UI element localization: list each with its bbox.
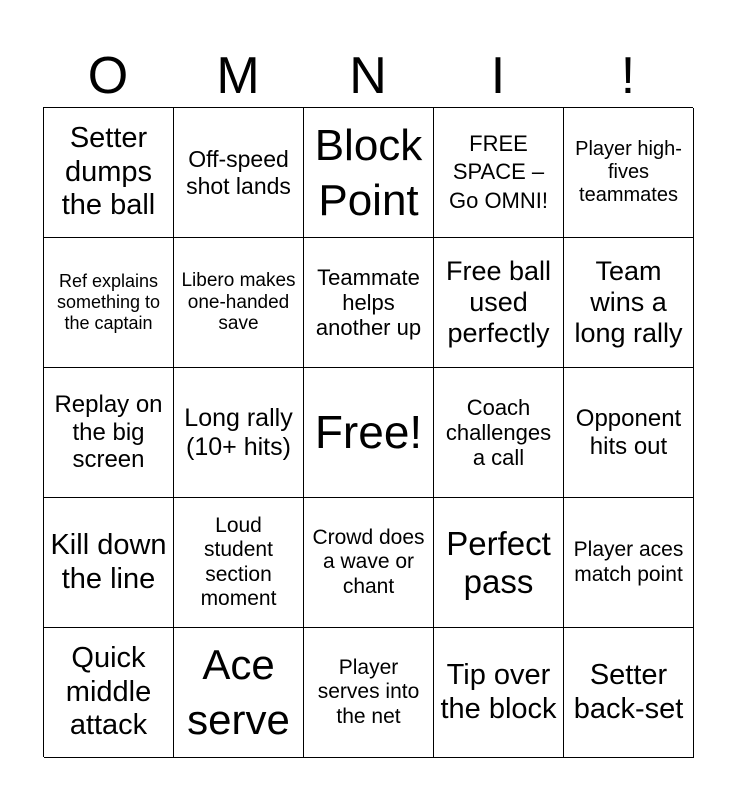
bingo-cell[interactable] [564,238,694,368]
header-letter-o: O [87,47,129,105]
bingo-cell[interactable] [44,628,174,758]
cell-label: Setter back-set [573,659,684,725]
bingo-cell[interactable] [174,238,304,368]
cell-label: Player serves into the net [317,656,420,728]
bingo-cell[interactable] [564,498,694,628]
cell-label: Kill down the line [50,529,167,595]
cell-label: Tip over the block [440,659,557,725]
bingo-cell[interactable] [174,628,304,758]
bingo-cell[interactable] [304,238,434,368]
cell-label: Loud student section moment [200,514,277,610]
cell-label: Setter dumps the ball [61,122,156,222]
cell-label: Block Point [314,120,423,225]
bingo-cell[interactable] [434,368,564,498]
bingo-cell[interactable] [304,628,434,758]
bingo-cell[interactable] [434,238,564,368]
cell-label: Teammate helps another up [315,264,422,341]
bingo-cell[interactable] [304,498,434,628]
bingo-cell[interactable] [434,628,564,758]
cell-label: Long rally (10+ hits) [184,403,293,461]
cell-label: Off-speed shot lands [186,146,291,199]
cell-label: Team wins a long rally [574,255,683,349]
cell-label: Opponent hits out [575,404,682,460]
cell-label: Player high-fives teammates [575,138,682,206]
bingo-cell[interactable] [434,498,564,628]
bingo-cell[interactable] [44,108,174,238]
cell-label: Replay on the big screen [54,391,163,474]
bingo-cell[interactable] [44,238,174,368]
header-letter-n: N [349,47,387,105]
bingo-cell[interactable] [174,368,304,498]
bingo-cell[interactable] [174,498,304,628]
bingo-header [43,44,693,108]
header-letter-i: I [490,47,506,105]
cell-label: Crowd does a wave or chant [312,526,425,598]
bingo-cell[interactable] [564,368,694,498]
cell-label: FREE SPACE – Go OMNI! [448,130,548,213]
cell-label: Player aces match point [573,538,684,586]
header-letter-exclamation: ! [620,47,636,105]
cell-label: Coach challenges a call [445,394,552,471]
cell-label: Ref explains something to the captain [56,271,161,333]
cell-label: Free! [314,406,423,459]
free-space-cell[interactable] [434,108,564,238]
cell-label: Libero makes one-handed save [181,269,296,335]
cell-label: Free ball used perfectly [445,255,552,349]
cell-label: Ace serve [187,640,290,743]
bingo-cell[interactable] [304,108,434,238]
header-letter-m: M [216,47,260,105]
free-space-cell[interactable] [304,368,434,498]
bingo-board [43,107,693,757]
bingo-cell[interactable] [174,108,304,238]
bingo-cell[interactable] [44,368,174,498]
cell-label: Quick middle attack [65,642,152,742]
bingo-cell[interactable] [564,628,694,758]
bingo-cell[interactable] [564,108,694,238]
bingo-cell[interactable] [44,498,174,628]
cell-label: Perfect pass [446,524,551,600]
